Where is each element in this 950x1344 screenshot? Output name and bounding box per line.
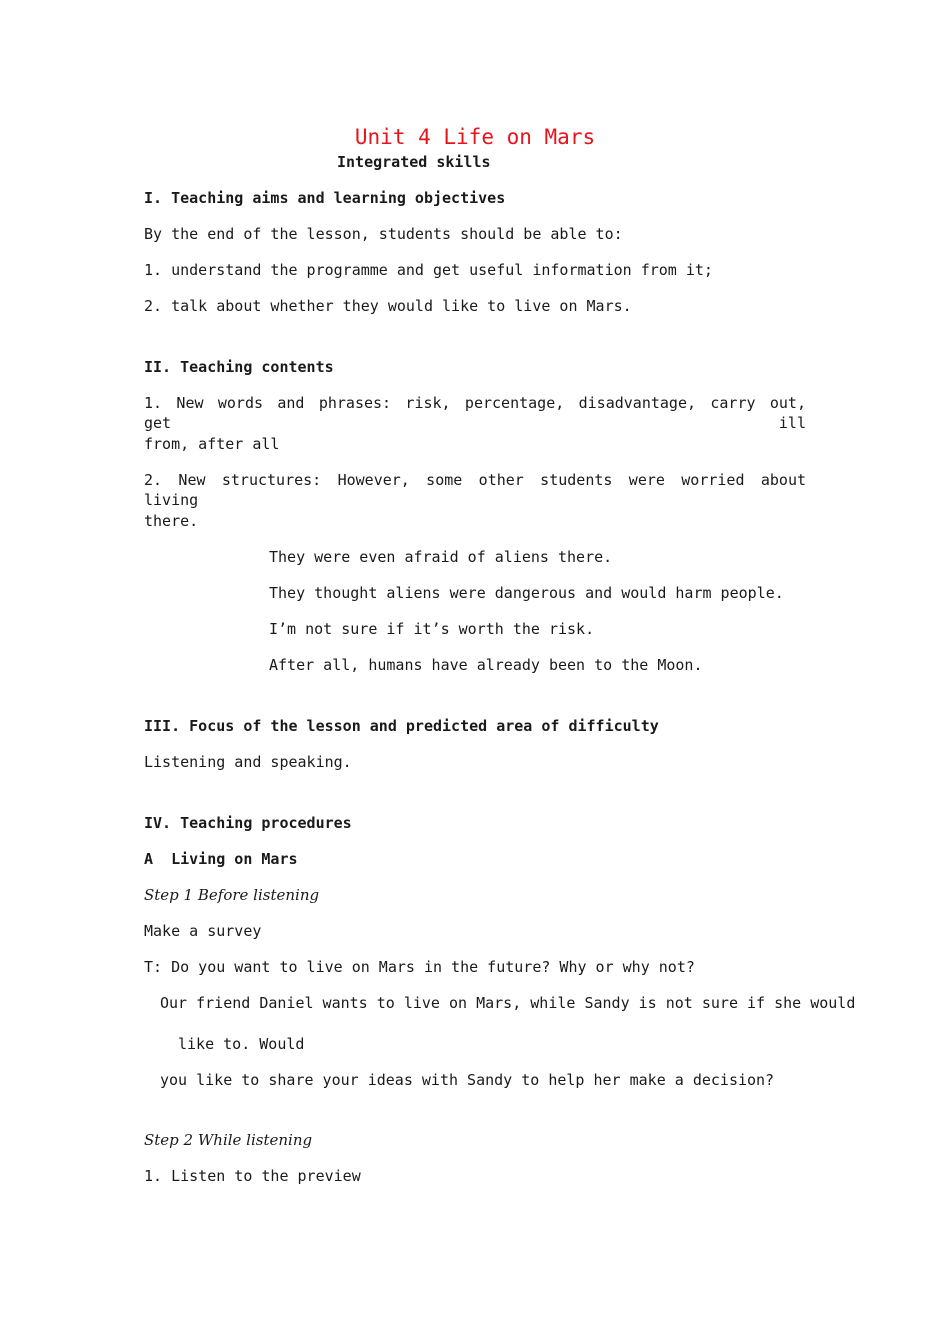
section-heading-focus: III. Focus of the lesson and predicted area of difficulty xyxy=(144,717,659,735)
structure-example: After all, humans have already been to the Moon. xyxy=(269,656,703,674)
section-heading-procedures: IV. Teaching procedures xyxy=(144,814,352,832)
teacher-paragraph-line: you like to share your ideas with Sandy to help her make a decision? xyxy=(160,1071,775,1089)
aims-intro: By the end of the lesson, students should be able to: xyxy=(144,225,623,243)
structure-example: They thought aliens were dangerous and would harm people. xyxy=(269,584,784,602)
structure-example: I’m not sure if it’s worth the risk. xyxy=(269,620,595,638)
section-heading-aims: I. Teaching aims and learning objectives xyxy=(144,189,506,207)
section-heading-contents: II. Teaching contents xyxy=(144,358,334,376)
part-a-heading: A Living on Mars xyxy=(144,850,298,868)
aims-item: 1. understand the programme and get useful information from it; xyxy=(144,261,713,279)
teacher-paragraph-line: Our friend Daniel wants to live on Mars, while Sandy is not sure if she would xyxy=(160,994,856,1012)
document-subtitle: Integrated skills xyxy=(337,153,491,171)
contents-item-words: 1. New words and phrases: risk, percentage, disadvantage, carry out, get ill xyxy=(144,394,806,432)
aims-item: 2. talk about whether they would like to live on Mars. xyxy=(144,297,632,315)
contents-item-words-continued: from, after all xyxy=(144,435,280,453)
structure-example: They were even afraid of aliens there. xyxy=(269,548,613,566)
step-1-heading: Step 1 Before listening xyxy=(144,886,320,904)
step-2-heading: Step 2 While listening xyxy=(144,1131,313,1149)
survey-text: Make a survey xyxy=(144,922,262,940)
document-title: Unit 4 Life on Mars xyxy=(354,125,596,149)
listen-item: 1. Listen to the preview xyxy=(144,1167,361,1185)
focus-text: Listening and speaking. xyxy=(144,753,352,771)
contents-item-structures-continued: there. xyxy=(144,512,199,530)
teacher-paragraph-line: like to. Would xyxy=(178,1035,305,1053)
contents-item-structures: 2. New structures: However, some other students were worried about living xyxy=(144,471,806,509)
teacher-question: T: Do you want to live on Mars in the future? Why or why not? xyxy=(144,958,695,976)
